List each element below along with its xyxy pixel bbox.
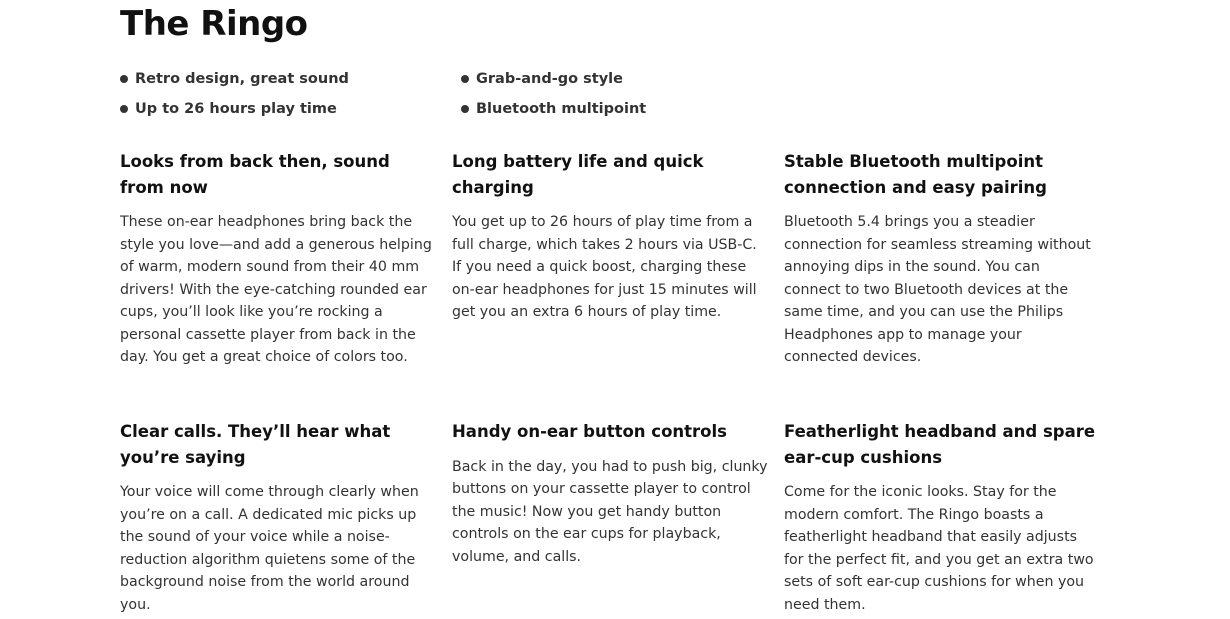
highlight-item — [461, 68, 623, 90]
highlight-label: Up to 26 hours play time — [135, 101, 337, 117]
feature-heading: Featherlight headband and spare ear-cup cushions — [784, 422, 1096, 467]
highlight-item — [461, 98, 646, 120]
highlight-label: Bluetooth multipoint — [476, 101, 647, 117]
feature-card-comfort — [784, 419, 1100, 616]
feature-description: You get up to 26 hours of play time from a full charge, which takes 2 hours via USB-C. If you need a quick boost, charging these on-ear headphones for just 15 minutes will get you an extra 6 hours of play time. — [452, 214, 757, 320]
feature-card-design — [120, 149, 436, 369]
feature-description: Your voice will come through clearly when you’re on a call. A dedicated mic picks up the sound of your voice while a noise-reduction algorithm quietens some of the background noise from the world around you. — [120, 484, 419, 613]
page-title: The Ringo — [120, 4, 308, 44]
feature-heading: Clear calls. They’ll hear what you’re saying — [120, 422, 391, 467]
feature-description: Back in the day, you had to push big, clunky buttons on your cassette player to control the music! Now you get handy button controls on the ear cups for playback, volume, and calls. — [452, 458, 768, 565]
bullet-dot-icon — [461, 105, 469, 113]
feature-description: These on-ear headphones bring back the style you love—and add a generous helping of warm, modern sound from their 40 mm drivers! With the eye-catching rounded ear cups, you’ll look like you’re rocking a personal cassette player from back in the day. You get a great choice of colors too. — [120, 214, 432, 365]
highlight-label: Grab-and-go style — [476, 71, 623, 87]
feature-description: Bluetooth 5.4 brings you a steadier connection for seamless streaming without annoying dips in the sound. You can connect to two Bluetooth devices at the same time, and you can use the Philips Headphones app to manage your connected devices. — [784, 214, 1091, 365]
feature-heading: Stable Bluetooth multipoint connection and easy pairing — [784, 152, 1047, 197]
feature-heading: Looks from back then, sound from now — [120, 152, 390, 197]
highlights-list — [120, 68, 820, 128]
feature-heading: Long battery life and quick charging — [452, 152, 704, 197]
bullet-dot-icon — [461, 75, 469, 83]
feature-card-calls — [120, 419, 436, 616]
feature-card-bluetooth — [784, 149, 1100, 369]
feature-description: Come for the iconic looks. Stay for the modern comfort. The Ringo boasts a featherlight headband that easily adjusts for the perfect fit, and you get an extra two sets of soft ear-cup cushions for when you need them. — [784, 484, 1094, 613]
bullet-dot-icon — [120, 105, 128, 113]
highlight-item — [120, 68, 349, 90]
bullet-dot-icon — [120, 75, 128, 83]
feature-heading: Handy on-ear button controls — [452, 422, 727, 441]
feature-card-battery — [452, 149, 768, 324]
highlight-label: Retro design, great sound — [135, 71, 349, 87]
feature-card-controls — [452, 419, 768, 568]
highlight-item — [120, 98, 337, 120]
